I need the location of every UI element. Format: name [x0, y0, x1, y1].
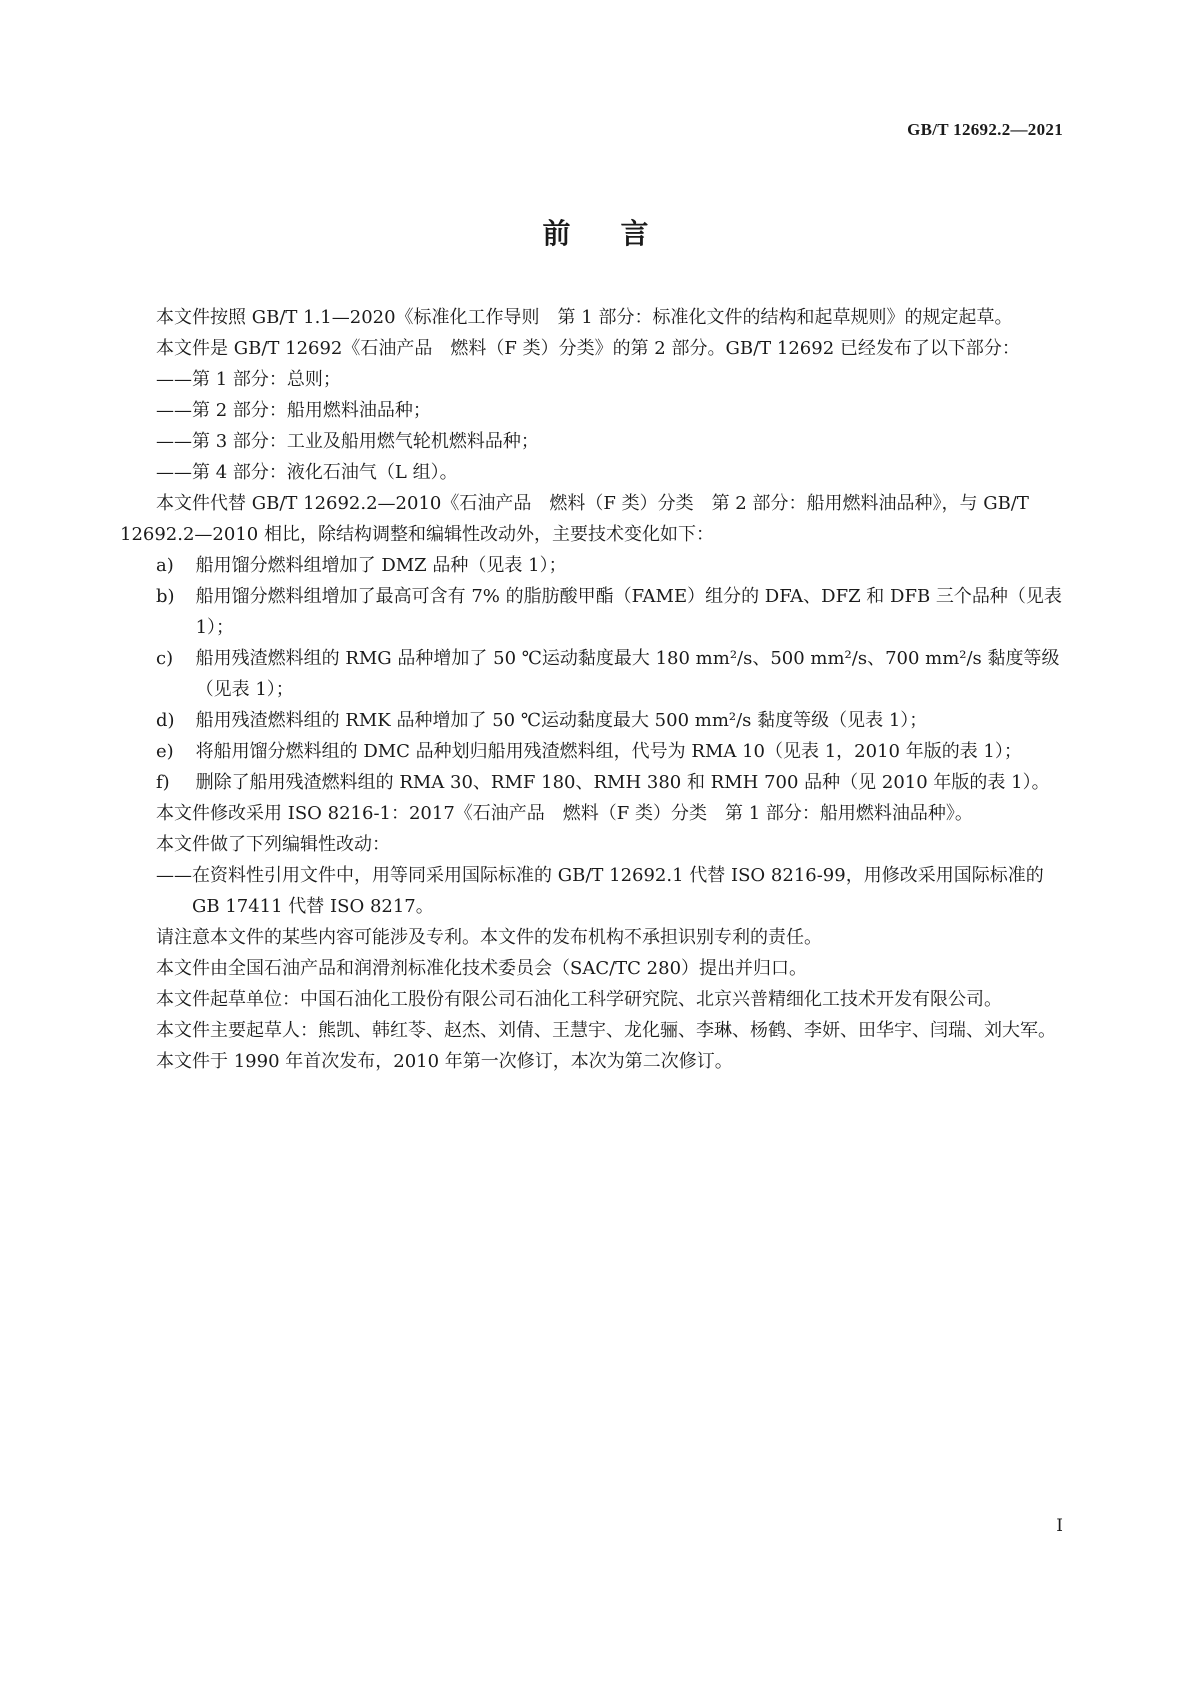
paragraph-patent-notice: 请注意本文件的某些内容可能涉及专利。本文件的发布机构不承担识别专利的责任。 [156, 927, 822, 948]
paragraph-drafting-rules: 本文件按照 GB/T 1.1—2020《标准化工作导则 第 1 部分：标准化文件的结构和起草规则》的规定起草。 [156, 307, 1013, 328]
change-item [120, 705, 1062, 736]
item-marker: a) [156, 555, 174, 576]
page-title: 前言 [542, 217, 699, 250]
change-item [120, 767, 1062, 798]
change-item [120, 643, 1062, 705]
list-item: ——第 1 部分：总则； [156, 369, 341, 390]
paragraph-drafting-units: 本文件起草单位：中国石油化工股份有限公司石油化工科学研究院、北京兴普精细化工技术开发有限公司。 [156, 989, 1002, 1010]
change-item [120, 736, 1062, 767]
item-marker: b) [156, 586, 175, 607]
foreword-body [120, 302, 1062, 1077]
item-marker: c) [156, 648, 174, 669]
change-item [120, 550, 1062, 581]
item-marker: e) [156, 741, 174, 762]
paragraph-history: 本文件于 1990 年首次发布，2010 年第一次修订，本次为第二次修订。 [156, 1051, 733, 1072]
item-text: 船用馏分燃料组增加了最高可含有 7% 的脂肪酸甲酯（FAME）组分的 DFA、DFZ 和 DFB 三个品种（见表 1）； [195, 586, 1062, 638]
paragraph-replaces: 本文件代替 GB/T 12692.2—2010《石油产品 燃料（F 类）分类 第 2 部分：船用燃料油品种》，与 GB/T 12692.2—2010 相比，除结构调整和编辑性改动外，主要技术变化如下： [120, 493, 1029, 545]
item-text: 船用残渣燃料组的 RMG 品种增加了 50 ℃运动黏度最大 180 mm²/s、500 mm²/s、700 mm²/s 黏度等级（见表 1）； [195, 648, 1060, 700]
item-marker: d) [156, 710, 175, 731]
item-text: 删除了船用残渣燃料组的 RMA 30、RMF 180、RMH 380 和 RMH 700 品种（见 2010 年版的表 1）。 [195, 772, 1050, 793]
list-item: ——第 4 部分：液化石油气（L 组）。 [156, 462, 458, 483]
paragraph-series: 本文件是 GB/T 12692《石油产品 燃料（F 类）分类》的第 2 部分。GB/T 12692 已经发布了以下部分： [156, 338, 1020, 359]
item-text: 将船用馏分燃料组的 DMC 品种划归船用残渣燃料组，代号为 RMA 10（见表 1，2010 年版的表 1）； [195, 741, 1022, 762]
standard-code: GB/T 12692.2—2021 [907, 120, 1063, 139]
list-item: ——第 3 部分：工业及船用燃气轮机燃料品种； [156, 431, 539, 452]
paragraph-drafters: 本文件主要起草人：熊凯、韩红苓、赵杰、刘倩、王慧宇、龙化骊、李琳、杨鹤、李妍、田华宇、闫瑞、刘大军。 [156, 1020, 1056, 1041]
change-item [120, 581, 1062, 643]
paragraph-iso-adoption: 本文件修改采用 ISO 8216-1：2017《石油产品 燃料（F 类）分类 第 1 部分：船用燃料油品种》。 [156, 803, 973, 824]
list-item: ——第 2 部分：船用燃料油品种； [156, 400, 431, 421]
page-number: I [1056, 1516, 1063, 1536]
paragraph-committee: 本文件由全国石油产品和润滑剂标准化技术委员会（SAC/TC 280）提出并归口。 [156, 958, 808, 979]
paragraph-editorial-changes: 本文件做了下列编辑性改动： [156, 834, 390, 855]
item-text: 船用残渣燃料组的 RMK 品种增加了 50 ℃运动黏度最大 500 mm²/s 黏度等级（见表 1）； [195, 710, 928, 731]
item-text: 船用馏分燃料组增加了 DMZ 品种（见表 1）； [195, 555, 567, 576]
item-marker: f) [156, 772, 170, 793]
list-item: ——在资料性引用文件中，用等同采用国际标准的 GB/T 12692.1 代替 ISO 8216-99，用修改采用国际标准的 GB 17411 代替 ISO 8217。 [156, 865, 1044, 917]
